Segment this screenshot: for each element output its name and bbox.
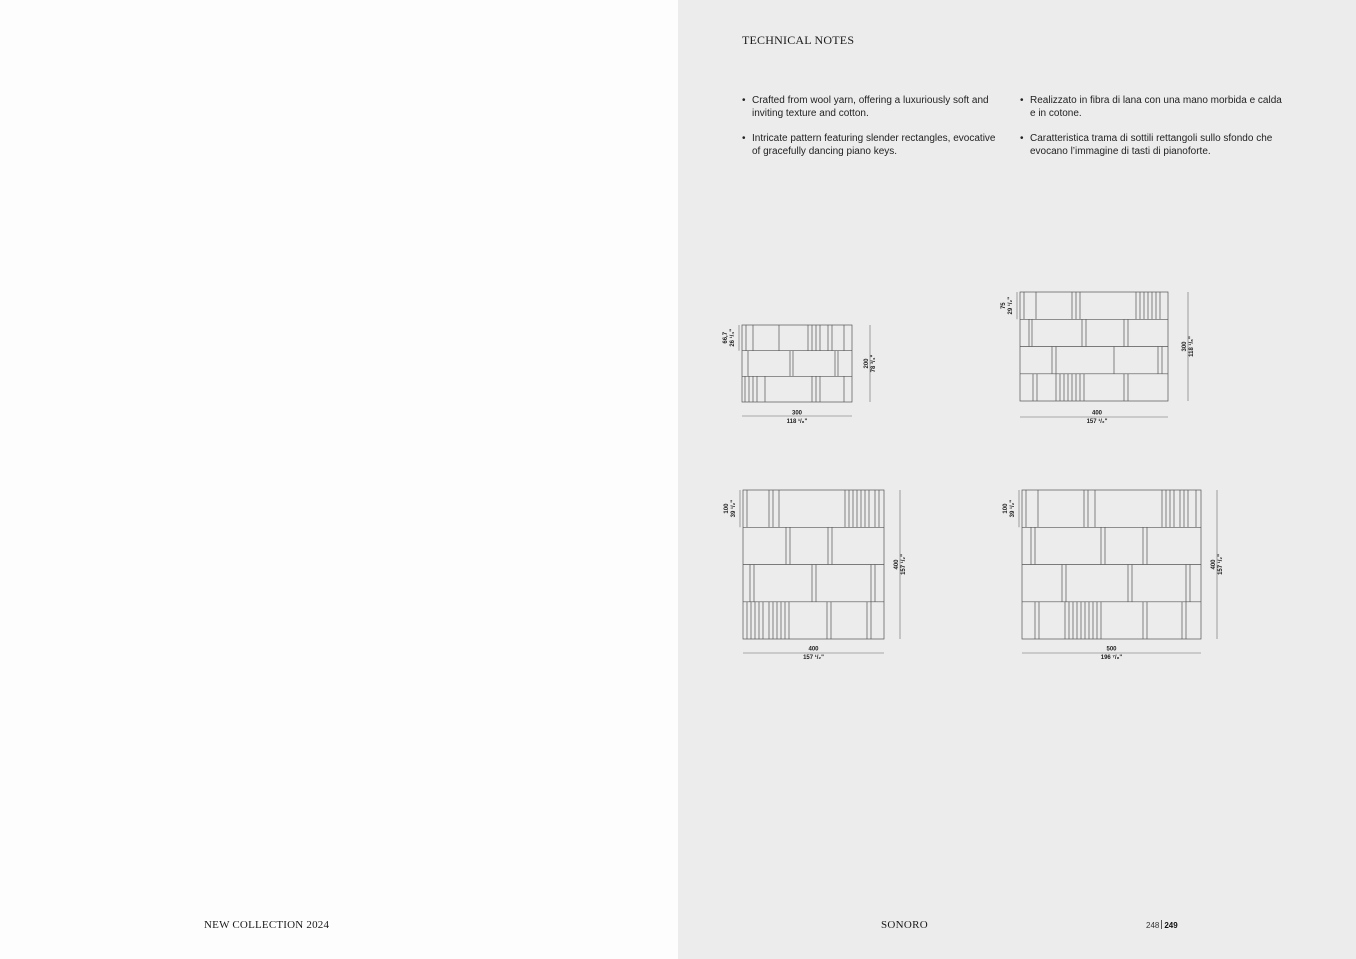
band-cm-label: 100 [1003, 503, 1009, 514]
section-heading: TECHNICAL NOTES [742, 33, 855, 47]
note-item [742, 95, 1004, 120]
height-in-label: 118 ¹/₈" [1189, 336, 1195, 357]
rug-plan-svg [719, 485, 919, 665]
width-cm-label: 400 [808, 646, 819, 653]
note-item [1020, 133, 1282, 158]
bullet: • [1020, 133, 1024, 144]
width-cm-label: 400 [1091, 410, 1103, 417]
height-in-label: 157 ¹/₂" [901, 554, 907, 575]
height-cm-label: 200 [864, 358, 870, 369]
rug-drawing-400x300 [996, 287, 1206, 427]
collection-footer: NEW COLLECTION 2024 [204, 919, 330, 931]
note-text: Crafted from wool yarn, offering a luxuriously soft and inviting texture and cotton. [752, 95, 989, 119]
rug-plan-svg [998, 485, 1238, 665]
width-in-label: 157 ¹/₂" [803, 655, 824, 661]
bullet: • [742, 95, 746, 106]
page-number-right: 249 [1164, 921, 1178, 930]
height-cm-label: 400 [894, 559, 900, 570]
band-cm-label: 100 [724, 503, 730, 514]
page-number-left: 248 [1146, 921, 1160, 930]
band-cm-label: 66,7 [723, 331, 729, 344]
rug-drawing-400x400 [719, 485, 919, 665]
rug-plan-svg [718, 320, 888, 430]
band-in-label: 39 ¹/₂" [1010, 499, 1016, 518]
width-in-label: 157 ¹/₂" [1086, 419, 1108, 425]
band-cm-label: 75 [1001, 302, 1007, 310]
note-item [1020, 95, 1282, 120]
page-number-divider [1161, 920, 1162, 929]
band-in-label: 26 ¹/₄" [730, 328, 736, 347]
page-numbers [1146, 920, 1178, 930]
height-in-label: 157 ¹/₂" [1218, 554, 1224, 575]
width-cm-label: 500 [1106, 646, 1117, 653]
height-cm-label: 300 [1182, 341, 1188, 352]
width-in-label: 196 ⁷/₈" [1100, 655, 1123, 661]
rug-drawing-500x400 [998, 485, 1238, 665]
product-name-footer: SONORO [881, 919, 929, 931]
width-in-label: 118 ¹/₈" [786, 419, 808, 425]
height-in-label: 78 ³/₄" [871, 354, 877, 373]
band-in-label: 39 ¹/₂" [731, 499, 737, 518]
bullet: • [742, 133, 746, 144]
width-cm-label: 300 [791, 410, 803, 417]
note-text: Realizzato in fibra di lana con una mano morbida e calda e in cotone. [1030, 95, 1282, 119]
note-text: Intricate pattern featuring slender rectangles, evocative of gracefully dancing piano keys. [752, 133, 996, 157]
rug-plan-svg [996, 287, 1206, 427]
height-cm-label: 400 [1211, 559, 1217, 570]
notes-english [742, 95, 1004, 171]
notes-italian [1020, 95, 1282, 171]
note-text: Caratteristica trama di sottili rettangoli sullo sfondo che evocano l’immagine di tasti di pianoforte. [1030, 133, 1273, 157]
note-item [742, 133, 1004, 158]
band-in-label: 29 ¹/₂" [1008, 296, 1014, 315]
rug-drawing-300x200 [718, 320, 888, 430]
bullet: • [1020, 95, 1024, 106]
